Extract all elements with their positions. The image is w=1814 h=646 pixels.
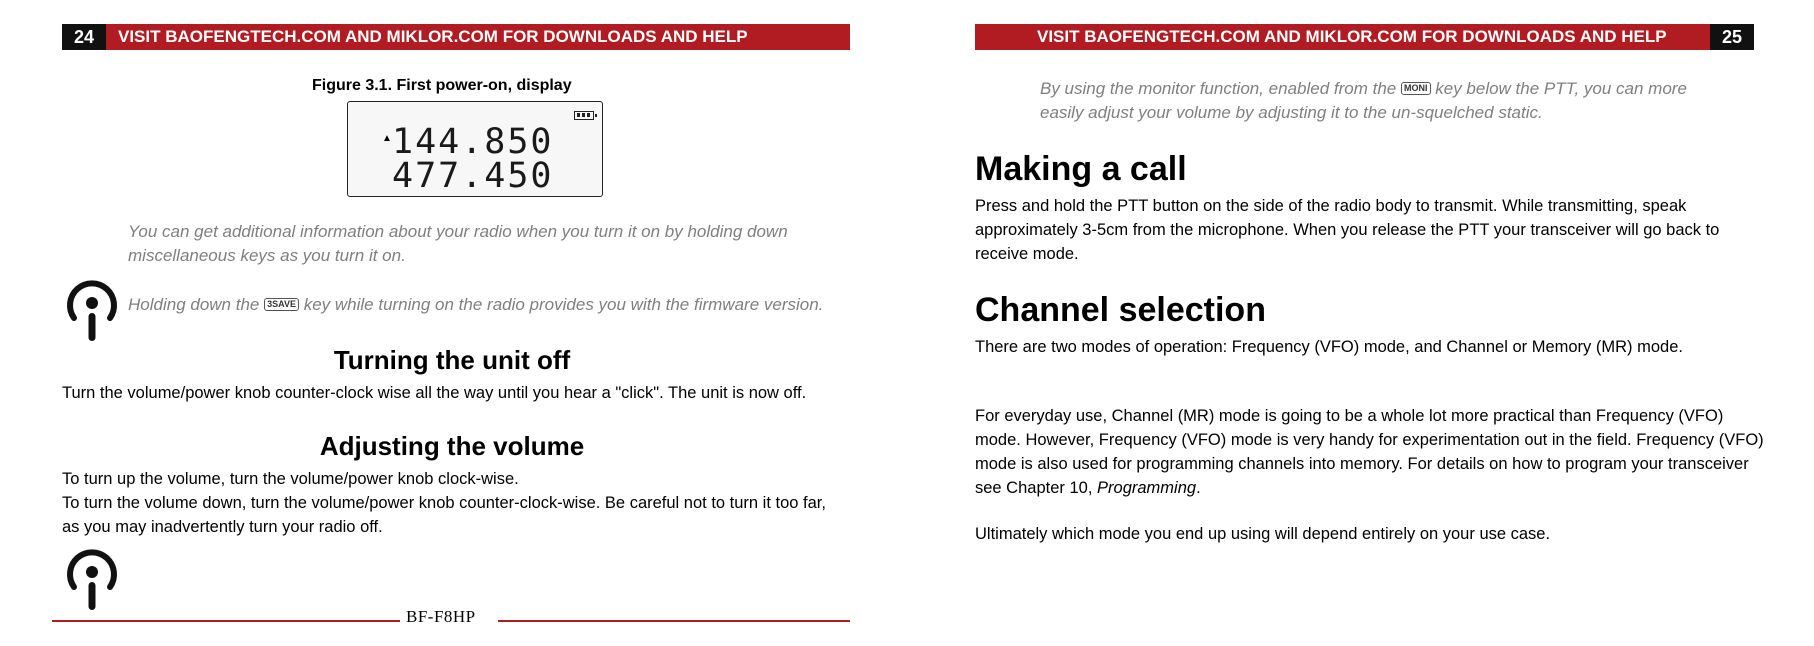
right-header-bar — [975, 24, 1754, 50]
firmware-tip-after: key while turning on the radio provides you with the firmware version. — [303, 295, 824, 314]
right-page — [907, 0, 1814, 646]
right-page-number: 25 — [1710, 24, 1754, 50]
heading-channel-selection: Channel selection — [975, 291, 1266, 329]
monitor-tip — [1040, 77, 1730, 125]
turning-off-paragraph: Turn the volume/power knob counter-clock wise all the way until you hear a "click". The unit is now off. — [62, 384, 807, 402]
figure-caption: Figure 3.1. First power-on, display — [312, 77, 572, 94]
footer-rule-left — [52, 620, 400, 622]
battery-icon — [574, 111, 594, 120]
firmware-tip — [128, 293, 828, 317]
info-tip-icon — [64, 276, 120, 344]
left-header-text: VISIT BAOFENGTECH.COM AND MIKLOR.COM FOR DOWNLOADS AND HELP — [118, 27, 748, 46]
volume-paragraph-1: To turn up the volume, turn the volume/power knob clock-wise. — [62, 470, 519, 488]
heading-adjusting-volume: Adjusting the volume — [319, 431, 585, 461]
lcd-display-figure — [347, 101, 603, 197]
right-header-text: VISIT BAOFENGTECH.COM AND MIKLOR.COM FOR DOWNLOADS AND HELP — [1037, 27, 1667, 46]
firmware-tip-before: Holding down the — [128, 295, 260, 314]
footer-rule-right — [498, 620, 850, 622]
volume-paragraph-2: To turn the volume down, turn the volume/power knob counter-clock-wise. Be careful not to turn it too far, as you may inadvertently turn your radio off. — [62, 494, 826, 536]
footer-model: BF-F8HP — [406, 607, 476, 626]
lcd-frequency-a: 144.850 — [392, 122, 554, 162]
save-key-icon: 3SAVE — [264, 298, 299, 311]
channel-paragraph-2-end: . — [1196, 479, 1201, 497]
channel-paragraph-1: There are two modes of operation: Frequency (VFO) mode, and Channel or Memory (MR) mode. — [975, 338, 1683, 356]
channel-paragraph-2 — [975, 404, 1765, 500]
channel-paragraph-3: Ultimately which mode you end up using will depend entirely on your use case. — [975, 525, 1551, 543]
channel-paragraph-2-main: For everyday use, Channel (MR) mode is going to be a whole lot more practical than Frequency (VFO) mode. However, Frequency (VFO) mode is very handy for experimentation out in the field. Frequency (VFO) mode is also used for programming channels into memory. For details on how to program your transceiver see Chapter 10, — [975, 407, 1764, 497]
heading-turning-off: Turning the unit off — [333, 345, 571, 375]
monitor-tip-after: key below the PTT, you can more easily adjust your volume by adjusting it to the un-squelched static. — [1040, 79, 1687, 122]
making-call-paragraph: Press and hold the PTT button on the side of the radio body to transmit. While transmitting, speak approximately 3-5cm from the microphone. When you release the PTT your transceiver will go back to receive mode. — [975, 197, 1720, 263]
arrow-up-icon: ▲ — [382, 133, 392, 144]
heading-making-call: Making a call — [975, 150, 1187, 188]
monitor-key-icon: MONI — [1401, 82, 1431, 95]
programming-chapter-ref: Programming — [1097, 479, 1197, 497]
info-tip-icon — [64, 545, 120, 613]
monitor-tip-before: By using the monitor function, enabled from the — [1040, 79, 1397, 98]
left-page-number: 24 — [62, 24, 106, 50]
info-paragraph: You can get additional information about your radio when you turn it on by holding down miscellaneous keys as you turn it on. — [128, 222, 788, 265]
left-header-bar — [62, 24, 850, 50]
lcd-frequency-b: 477.450 — [392, 156, 554, 196]
